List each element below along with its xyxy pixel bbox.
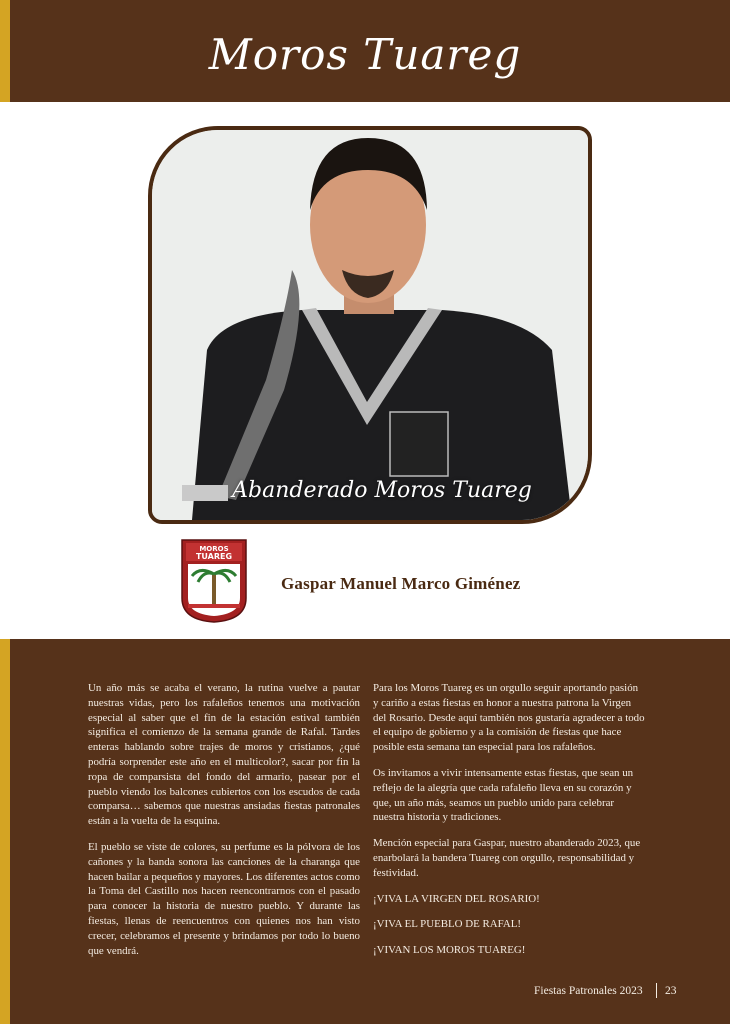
svg-text:TUAREG: TUAREG	[195, 552, 233, 561]
article-column-right	[373, 681, 645, 969]
footer-divider	[656, 983, 657, 998]
article-paragraph: Para los Moros Tuareg es un orgullo seguir aportando pasión y cariño a estas fiestas en honor a nuestra patrona la Virgen del Rosario. Desde aquí también nos gustaría agradecer a todo el equipo de gobierno y a la comisión de fiestas que hace posible esta semana tan especial para los rafaleños.	[373, 682, 645, 754]
person-name: Gaspar Manuel Marco Giménez	[281, 574, 521, 593]
article-paragraph: Mención especial para Gaspar, nuestro abanderado 2023, que enarbolará la bandera Tuareg con orgullo, responsabilidad y festividad.	[373, 837, 641, 879]
footer-publication-title: Fiestas Patronales 2023	[534, 985, 643, 997]
tuareg-emblem-logo	[180, 538, 248, 624]
page-title: Moros Tuareg	[208, 30, 522, 79]
portrait-photo	[148, 126, 592, 524]
portrait-illustration	[152, 130, 588, 520]
accent-bar-bottom	[0, 639, 10, 1024]
page-number: 23	[665, 985, 677, 997]
cheer-line: ¡VIVAN LOS MOROS TUAREG!	[373, 944, 526, 957]
photo-caption: Abanderado Moros Tuareg	[232, 478, 532, 503]
article-paragraph: Un año más se acaba el verano, la rutina vuelve a pautar nuestras vidas, pero los rafaleños tenemos una motivación especial al saber que el fin de la estación estival también significa el comienzo de la semana grande de Rafal. Tardes enteras hablando sobre trajes de moros y cristianos, ¿qué podría sorprender este año en el multicolor?, sacar por fin la ropa de comparsista del fondo del armario, pasear por el pueblo viendo los balcones cubiertos con los escudos de cada comparsa… sabemos que nuestras ansiadas fiestas patronales están a la vuelta de la esquina.	[88, 682, 360, 828]
article-paragraph: Os invitamos a vivir intensamente estas fiestas, que sean un reflejo de la alegría que cada rafaleño lleva en su corazón y que, un año más, seamos un pueblo unido para celebrar nuestra historia y tradiciones.	[373, 766, 634, 824]
cheer-line: ¡VIVA LA VIRGEN DEL ROSARIO!	[373, 892, 540, 905]
article-column-left	[88, 681, 360, 969]
svg-text:MOROS: MOROS	[199, 545, 229, 553]
cheer-line: ¡VIVA EL PUEBLO DE RAFAL!	[373, 918, 522, 931]
article-paragraph: El pueblo se viste de colores, su perfume es la pólvora de los cañones y la banda sonora las canciones de la charanga que hacen bailar a pequeños y mayores. Los diferentes actos como la Toma del Castillo nos hacen reencontrarnos con el pasado para conocer la historia de nuestro pueblo. Y durante las fiestas, llenas de reencuentros con quienes nos han visto crecer, celebramos el presente y brindamos por todo lo bueno que vendrá.	[88, 840, 360, 957]
